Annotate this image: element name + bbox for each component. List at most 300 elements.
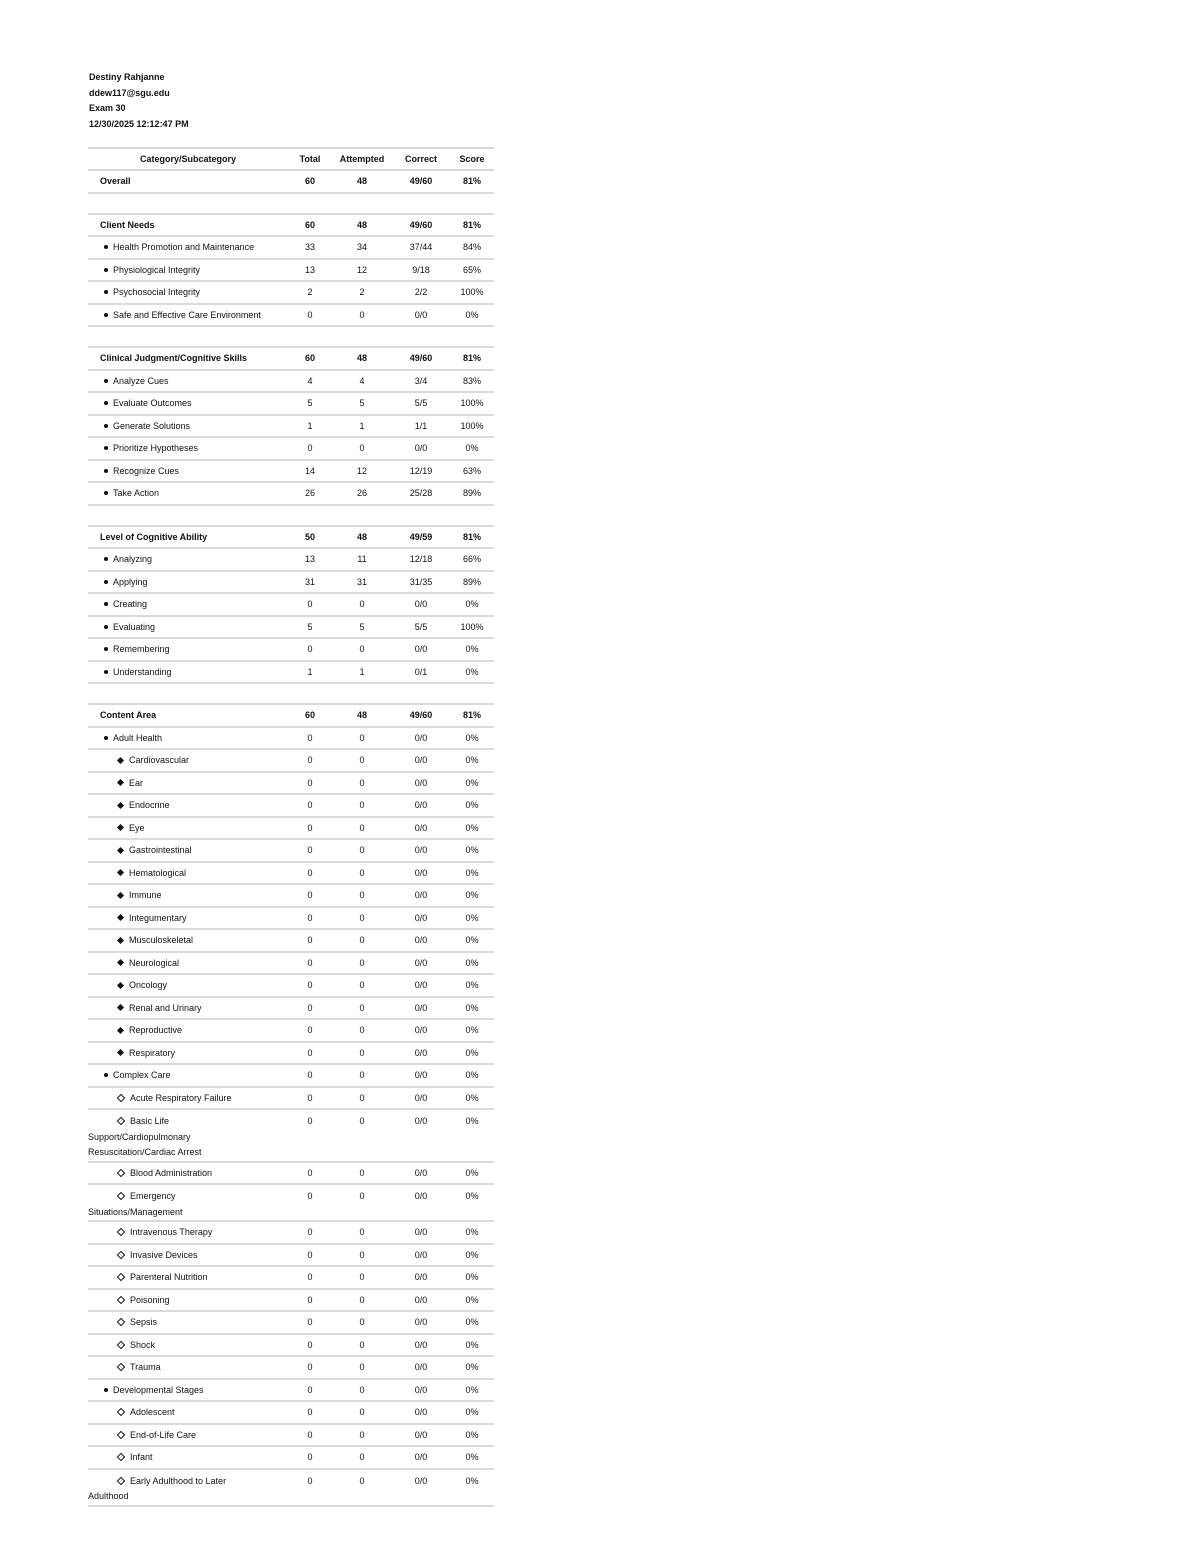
bullet-icon [104,670,108,674]
category-cell [88,1424,288,1447]
diamond-filled-icon [117,982,124,989]
total-cell: 0 [288,907,332,930]
table-row [88,907,494,930]
attempted-cell: 4 [332,370,392,393]
category-label: Invasive Devices [130,1249,198,1260]
attempted-cell: 5 [332,392,392,415]
score-cell: 0% [450,839,494,862]
category-cell [88,526,288,549]
diamond-outline-icon [117,1192,125,1200]
category-cell [88,884,288,907]
table-header-row [88,148,494,170]
attempted-cell: 0 [332,974,392,997]
score-cell: 89% [450,571,494,594]
correct-cell: 0/0 [392,727,450,750]
total-cell: 0 [288,1064,332,1087]
correct-cell: 0/0 [392,1162,450,1185]
spacer-cell [88,505,494,526]
table-row [88,616,494,639]
table-row [88,974,494,997]
category-cell [88,1469,288,1506]
table-row [88,1184,494,1221]
total-cell: 0 [288,1042,332,1065]
score-cell: 100% [450,392,494,415]
category-label: Analyze Cues [113,375,169,386]
table-row [88,548,494,571]
score-cell: 0% [450,593,494,616]
diamond-outline-icon [117,1273,125,1281]
table-row [88,482,494,505]
score-cell: 66% [450,548,494,571]
total-cell: 4 [288,370,332,393]
attempted-cell: 0 [332,1289,392,1312]
score-cell: 0% [450,661,494,684]
spacer-cell [88,193,494,214]
score-cell: 0% [450,974,494,997]
correct-cell: 0/0 [392,772,450,795]
attempted-cell: 0 [332,1424,392,1447]
attempted-cell: 0 [332,437,392,460]
attempted-cell: 0 [332,1469,392,1506]
total-cell: 0 [288,1311,332,1334]
correct-cell: 0/0 [392,1064,450,1087]
score-cell: 81% [450,704,494,727]
table-body [88,170,494,1506]
total-cell: 31 [288,571,332,594]
attempted-cell: 0 [332,727,392,750]
category-cell [88,1042,288,1065]
diamond-filled-icon [117,847,124,854]
category-label: Developmental Stages [113,1384,204,1395]
score-cell: 89% [450,482,494,505]
correct-cell: 0/0 [392,1087,450,1110]
table-group-row [88,214,494,237]
category-label: Adult Health [113,732,163,743]
category-cell [88,1019,288,1042]
category-label: Emergency [130,1191,176,1201]
diamond-outline-icon [117,1476,125,1484]
score-cell: 0% [450,749,494,772]
attempted-cell: 12 [332,460,392,483]
table-row [88,839,494,862]
table-row [88,1019,494,1042]
total-cell: 2 [288,281,332,304]
category-label: Reproductive [129,1025,183,1036]
bullet-icon [104,424,108,428]
attempted-cell: 34 [332,236,392,259]
table-spacer-row [88,683,494,704]
total-cell: 60 [288,170,332,193]
exam-datetime: 12/30/2025 12:12:47 PM [89,118,189,129]
attempted-cell: 0 [332,862,392,885]
category-cell [88,929,288,952]
category-label: Content Area [100,710,157,721]
bullet-icon [104,268,108,272]
total-cell: 0 [288,839,332,862]
score-cell: 0% [450,727,494,750]
category-label: Complex Care [113,1070,171,1081]
category-label: Endocrine [129,800,170,811]
category-label: Level of Cognitive Ability [100,531,208,542]
category-cell [88,952,288,975]
score-cell: 81% [450,214,494,237]
total-cell: 0 [288,884,332,907]
category-cell [88,281,288,304]
category-cell [88,415,288,438]
total-cell: 0 [288,304,332,327]
correct-cell: 49/60 [392,347,450,370]
bullet-icon [104,602,108,606]
correct-cell: 37/44 [392,236,450,259]
column-header-score: Score [450,148,494,170]
category-cell [88,1109,288,1162]
table-row [88,1379,494,1402]
exam-name: Exam 30 [89,103,126,113]
category-cell [88,1244,288,1267]
total-cell: 13 [288,259,332,282]
category-label: Parenteral Nutrition [130,1272,208,1283]
correct-cell: 0/0 [392,1356,450,1379]
attempted-cell: 0 [332,884,392,907]
table-group-row [88,347,494,370]
correct-cell: 0/0 [392,1184,450,1221]
attempted-cell: 0 [332,1019,392,1042]
table-row [88,1401,494,1424]
diamond-outline-icon [117,1117,125,1125]
diamond-outline-icon [117,1169,125,1177]
category-label: Clinical Judgment/Cognitive Skills [100,353,248,364]
table-row [88,952,494,975]
category-cell [88,839,288,862]
correct-cell: 0/0 [392,1379,450,1402]
category-label: Infant [130,1452,153,1463]
category-label-continued: Support/Cardiopulmonary [88,1131,191,1142]
table-group-row [88,170,494,193]
table-row [88,593,494,616]
table-row [88,727,494,750]
bullet-icon [104,625,108,629]
correct-cell: 0/0 [392,749,450,772]
correct-cell: 0/0 [392,1266,450,1289]
category-cell [88,1446,288,1469]
score-cell: 0% [450,1019,494,1042]
total-cell: 0 [288,1019,332,1042]
table-row [88,929,494,952]
category-label: Client Needs [100,219,155,230]
table-row [88,370,494,393]
table-row [88,437,494,460]
category-label: Eye [129,822,145,833]
attempted-cell: 0 [332,1064,392,1087]
score-cell: 0% [450,1244,494,1267]
attempted-cell: 0 [332,772,392,795]
table-row [88,571,494,594]
table-row [88,638,494,661]
correct-cell: 0/0 [392,1019,450,1042]
table-row [88,1244,494,1267]
category-cell [88,1184,288,1221]
diamond-filled-icon [117,959,124,966]
total-cell: 0 [288,817,332,840]
table-row [88,884,494,907]
correct-cell: 0/0 [392,1109,450,1162]
attempted-cell: 0 [332,907,392,930]
score-cell: 0% [450,1064,494,1087]
attempted-cell: 48 [332,170,392,193]
table-row [88,281,494,304]
correct-cell: 49/60 [392,214,450,237]
attempted-cell: 0 [332,1356,392,1379]
score-cell: 0% [450,1401,494,1424]
category-label: Remembering [113,644,170,655]
correct-cell: 0/0 [392,907,450,930]
attempted-cell: 0 [332,1401,392,1424]
total-cell: 60 [288,214,332,237]
category-cell [88,794,288,817]
correct-cell: 0/0 [392,304,450,327]
category-cell [88,482,288,505]
total-cell: 0 [288,1087,332,1110]
correct-cell: 0/0 [392,997,450,1020]
attempted-cell: 0 [332,929,392,952]
score-cell: 0% [450,1379,494,1402]
category-cell [88,460,288,483]
score-cell: 0% [450,437,494,460]
score-cell: 0% [450,1289,494,1312]
correct-cell: 49/60 [392,704,450,727]
table-row [88,1087,494,1110]
total-cell: 0 [288,1334,332,1357]
table-row [88,862,494,885]
bullet-icon [104,557,108,561]
attempted-cell: 0 [332,1244,392,1267]
score-cell: 0% [450,1184,494,1221]
correct-cell: 0/0 [392,1221,450,1244]
category-label: Understanding [113,666,172,677]
attempted-cell: 1 [332,661,392,684]
attempted-cell: 12 [332,259,392,282]
correct-cell: 0/0 [392,1334,450,1357]
category-cell [88,1266,288,1289]
attempted-cell: 0 [332,593,392,616]
correct-cell: 12/19 [392,460,450,483]
attempted-cell: 0 [332,1184,392,1221]
category-cell [88,862,288,885]
correct-cell: 0/0 [392,1401,450,1424]
correct-cell: 49/59 [392,526,450,549]
table-row [88,392,494,415]
total-cell: 33 [288,236,332,259]
category-cell [88,437,288,460]
score-cell: 0% [450,997,494,1020]
score-cell: 0% [450,1334,494,1357]
total-cell: 0 [288,1469,332,1506]
diamond-outline-icon [117,1296,125,1304]
category-cell [88,1311,288,1334]
category-cell [88,997,288,1020]
category-label: Creating [113,599,148,610]
score-cell: 81% [450,526,494,549]
diamond-filled-icon [117,1027,124,1034]
attempted-cell: 0 [332,1087,392,1110]
table-row [88,772,494,795]
correct-cell: 0/0 [392,638,450,661]
bullet-icon [104,736,108,740]
student-email: ddew117@sgu.edu [89,87,170,98]
category-label: Basic Life [130,1116,170,1126]
column-header-attempted: Attempted [332,148,392,170]
score-cell: 0% [450,1469,494,1506]
attempted-cell: 0 [332,1266,392,1289]
correct-cell: 0/0 [392,1289,450,1312]
bullet-icon [104,469,108,473]
table-group-row [88,526,494,549]
score-cell: 0% [450,638,494,661]
category-cell [88,661,288,684]
diamond-filled-icon [117,824,124,831]
total-cell: 0 [288,1289,332,1312]
correct-cell: 0/0 [392,1469,450,1506]
table-spacer-row [88,505,494,526]
category-cell [88,347,288,370]
category-label: Adolescent [130,1407,175,1418]
diamond-filled-icon [117,1049,124,1056]
bullet-icon [104,1388,108,1392]
score-cell: 0% [450,929,494,952]
attempted-cell: 0 [332,952,392,975]
attempted-cell: 0 [332,794,392,817]
correct-cell: 0/0 [392,929,450,952]
table-row [88,415,494,438]
correct-cell: 9/18 [392,259,450,282]
diamond-outline-icon [117,1431,125,1439]
total-cell: 0 [288,1424,332,1447]
results-table [88,147,494,1507]
bullet-icon [104,1073,108,1077]
total-cell: 50 [288,526,332,549]
score-cell: 0% [450,884,494,907]
category-cell [88,1087,288,1110]
score-cell: 0% [450,907,494,930]
category-cell [88,1221,288,1244]
diamond-outline-icon [117,1453,125,1461]
table-row [88,1469,494,1506]
score-cell: 100% [450,415,494,438]
category-label: End-of-Life Care [130,1429,197,1440]
attempted-cell: 0 [332,749,392,772]
table-row [88,1266,494,1289]
category-label: Evaluating [113,621,156,632]
total-cell: 0 [288,1356,332,1379]
total-cell: 0 [288,1109,332,1162]
bullet-icon [104,491,108,495]
total-cell: 0 [288,772,332,795]
category-label-continued: Resuscitation/Cardiac Arrest [88,1147,202,1157]
table-row [88,1334,494,1357]
correct-cell: 0/0 [392,862,450,885]
table-row [88,817,494,840]
category-label: Sepsis [130,1317,158,1328]
column-header-total: Total [288,148,332,170]
table-row [88,1289,494,1312]
correct-cell: 0/0 [392,1311,450,1334]
diamond-filled-icon [117,869,124,876]
category-label: Generate Solutions [113,420,191,431]
score-cell: 0% [450,1162,494,1185]
attempted-cell: 2 [332,281,392,304]
category-cell [88,616,288,639]
correct-cell: 12/18 [392,548,450,571]
correct-cell: 0/1 [392,661,450,684]
category-cell [88,1379,288,1402]
table-row [88,1424,494,1447]
attempted-cell: 26 [332,482,392,505]
score-cell: 0% [450,1266,494,1289]
category-cell [88,571,288,594]
table-row [88,749,494,772]
category-label: Take Action [113,488,160,499]
attempted-cell: 0 [332,638,392,661]
category-cell [88,1289,288,1312]
table-group-row [88,704,494,727]
correct-cell: 0/0 [392,1244,450,1267]
category-cell [88,749,288,772]
total-cell: 0 [288,1401,332,1424]
score-cell: 0% [450,1087,494,1110]
attempted-cell: 0 [332,1446,392,1469]
score-cell: 0% [450,1446,494,1469]
total-cell: 0 [288,1162,332,1185]
bullet-icon [104,245,108,249]
correct-cell: 0/0 [392,1446,450,1469]
correct-cell: 3/4 [392,370,450,393]
score-cell: 0% [450,304,494,327]
category-label: Trauma [130,1362,161,1373]
category-cell [88,548,288,571]
category-cell [88,1356,288,1379]
attempted-cell: 48 [332,704,392,727]
correct-cell: 31/35 [392,571,450,594]
score-cell: 0% [450,1109,494,1162]
total-cell: 26 [288,482,332,505]
total-cell: 1 [288,661,332,684]
table-row [88,1311,494,1334]
category-label: Gastrointestinal [129,845,192,856]
correct-cell: 0/0 [392,437,450,460]
table-row [88,1109,494,1162]
score-cell: 81% [450,170,494,193]
diamond-filled-icon [117,892,124,899]
table-row [88,1221,494,1244]
correct-cell: 1/1 [392,415,450,438]
attempted-cell: 5 [332,616,392,639]
total-cell: 0 [288,1379,332,1402]
total-cell: 60 [288,704,332,727]
attempted-cell: 0 [332,1334,392,1357]
total-cell: 13 [288,548,332,571]
score-cell: 0% [450,1311,494,1334]
attempted-cell: 11 [332,548,392,571]
score-cell: 0% [450,952,494,975]
diamond-outline-icon [117,1318,125,1326]
diamond-filled-icon [117,914,124,921]
bullet-icon [104,580,108,584]
attempted-cell: 0 [332,839,392,862]
category-label: Health Promotion and Maintenance [113,242,255,253]
correct-cell: 0/0 [392,1042,450,1065]
category-cell [88,638,288,661]
category-label: Musculoskeletal [129,935,194,946]
